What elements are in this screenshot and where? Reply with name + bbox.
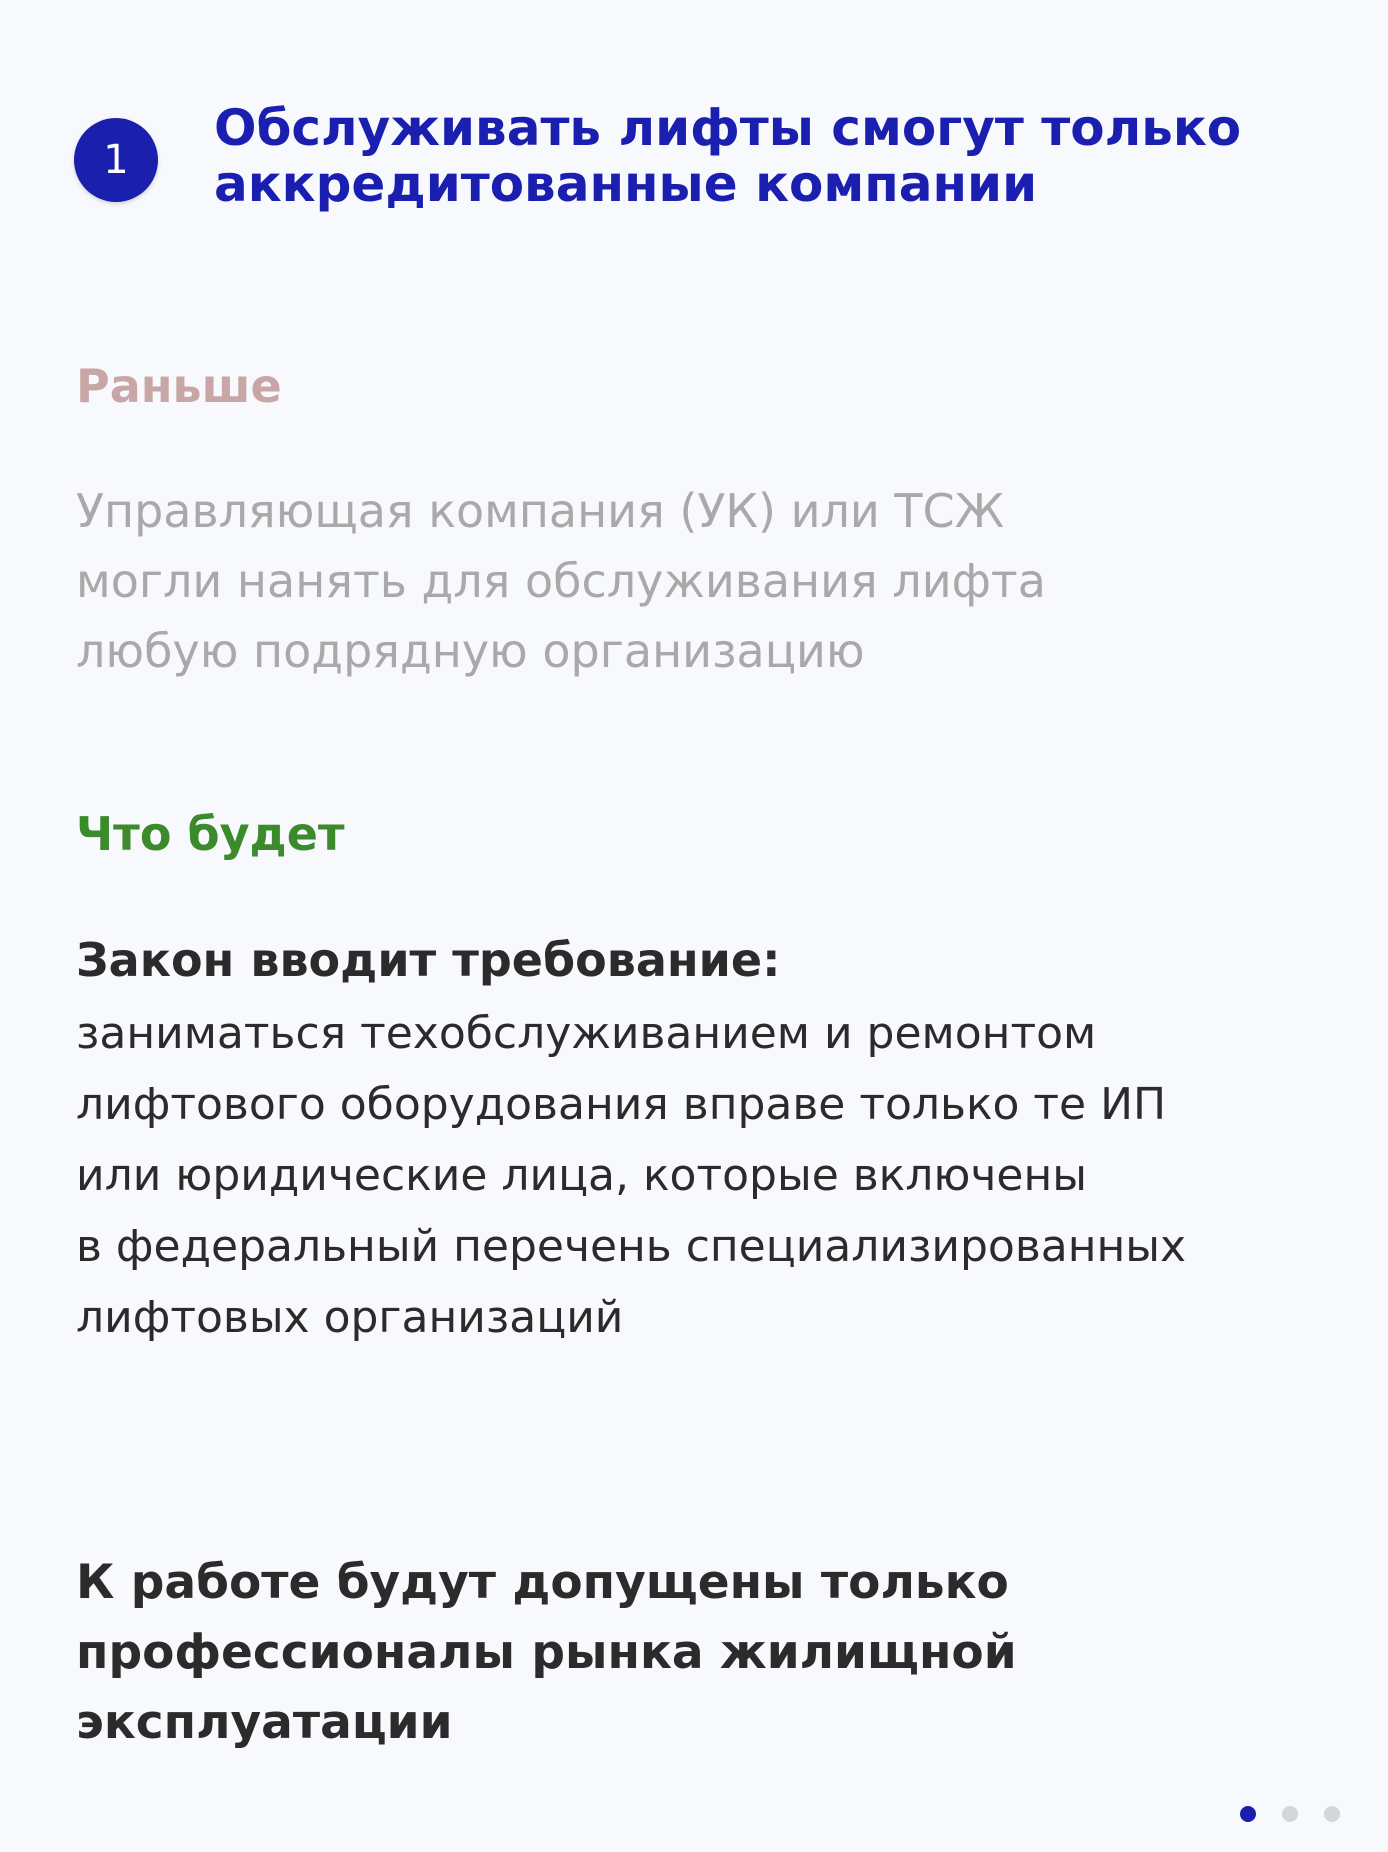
slide-title bbox=[214, 100, 1314, 212]
before-line: могли нанять для обслуживания лифта bbox=[76, 554, 1046, 608]
conclusion-line: К работе будут допущены только bbox=[76, 1555, 1009, 1610]
law-line: в федеральный перечень специализированных bbox=[76, 1221, 1187, 1272]
before-description bbox=[76, 476, 1176, 686]
slide-title-line: Обслуживать лифты смогут только bbox=[214, 99, 1242, 157]
conclusion-line: профессионалы рынка жилищной bbox=[76, 1625, 1017, 1680]
conclusion-text bbox=[76, 1548, 1276, 1758]
before-label: Раньше bbox=[76, 359, 282, 413]
step-number-badge: 1 bbox=[74, 118, 158, 202]
law-heading: Закон вводит требование: bbox=[76, 933, 781, 987]
after-label: Что будет bbox=[76, 807, 345, 861]
law-line: лифтовых организаций bbox=[76, 1292, 624, 1343]
conclusion-line: эксплуатации bbox=[76, 1695, 453, 1750]
slide-title-line: аккредитованные компании bbox=[214, 155, 1038, 213]
pagination-dots bbox=[1240, 1806, 1340, 1824]
pagination-dot[interactable] bbox=[1282, 1806, 1298, 1822]
pagination-dot[interactable] bbox=[1240, 1806, 1256, 1822]
before-line: Управляющая компания (УК) или ТСЖ bbox=[76, 484, 1005, 538]
law-description bbox=[76, 998, 1356, 1353]
pagination-dot[interactable] bbox=[1324, 1806, 1340, 1822]
law-line: или юридические лица, которые включены bbox=[76, 1150, 1087, 1201]
before-line: любую подрядную организацию bbox=[76, 624, 865, 678]
law-line: лифтового оборудования вправе только те ИП bbox=[76, 1079, 1167, 1130]
law-line: заниматься техобслуживанием и ремонтом bbox=[76, 1008, 1097, 1059]
